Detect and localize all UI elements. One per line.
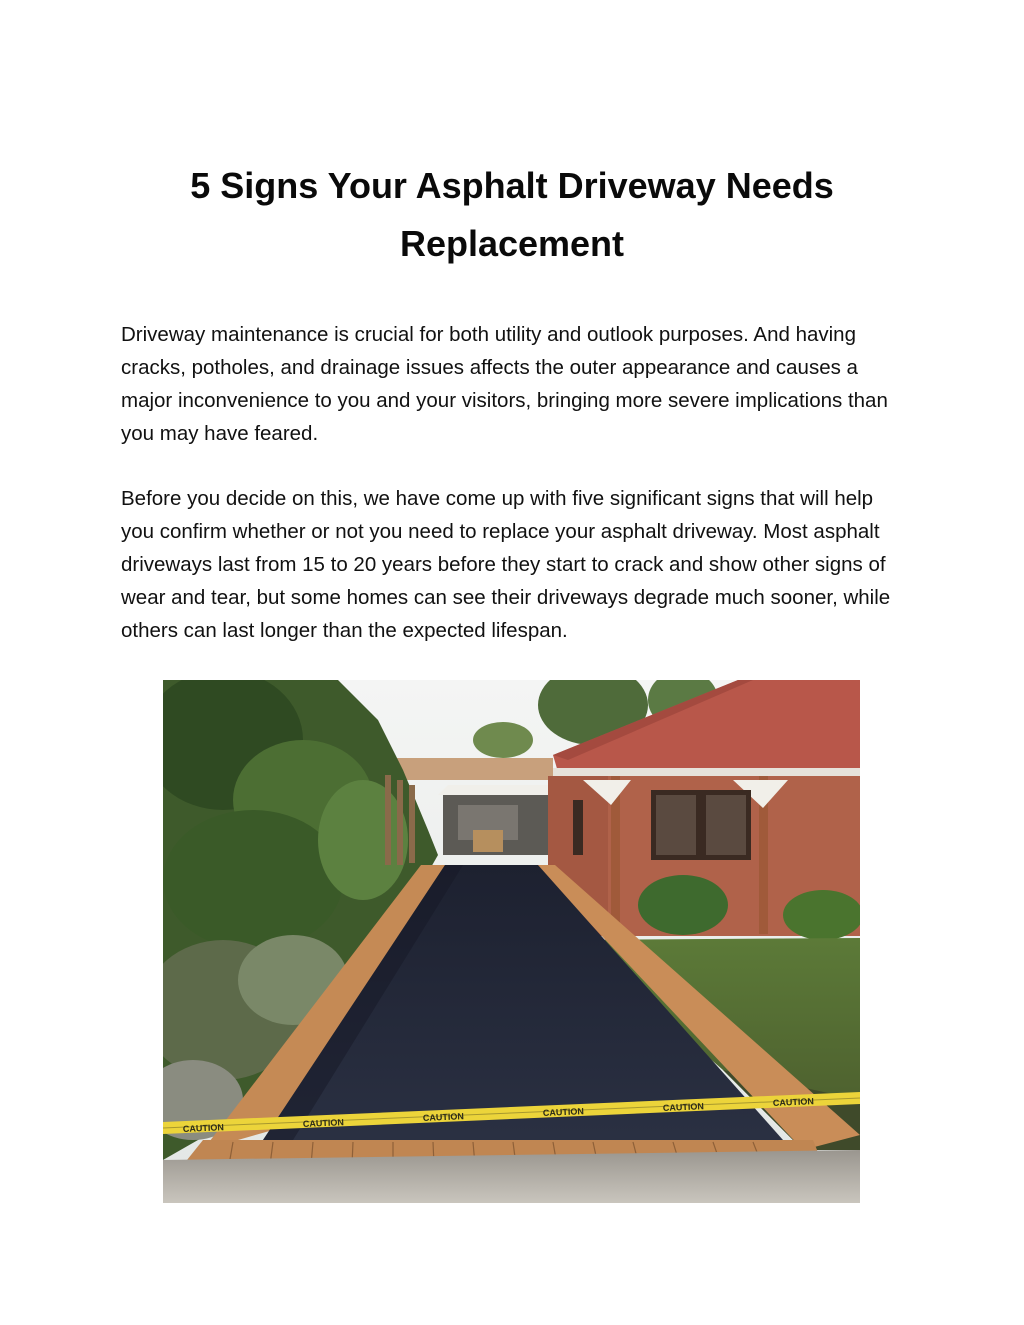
tape-text: CAUTION (182, 1122, 225, 1134)
tape-text: CAUTION (422, 1111, 465, 1123)
tape-text: CAUTION (662, 1101, 705, 1113)
tape-text: CAUTION (772, 1096, 815, 1108)
body-paragraph: Before you decide on this, we have come up with five significant signs that will help you confirm whether or not you need to replace your asphalt driveway. Most asphalt driveways last from 15 to 20 years before they start to crack and show other signs of wear and tear, but some homes can see their driveways degrade much sooner, while others can last longer than the expected lifespan. (121, 487, 891, 642)
driveway-photo (163, 680, 860, 1203)
page-title: 5 Signs Your Asphalt Driveway Needs Replacement (190, 165, 834, 264)
intro-paragraph: Driveway maintenance is crucial for both utility and outlook purposes. And having cracks, potholes, and drainage issues affects the outer appearance and causes a major inconvenience to you and your visitors, bringing more severe implications than you may have feared. (121, 323, 888, 445)
tape-text: CAUTION (302, 1117, 345, 1129)
tape-text: CAUTION (542, 1106, 585, 1118)
